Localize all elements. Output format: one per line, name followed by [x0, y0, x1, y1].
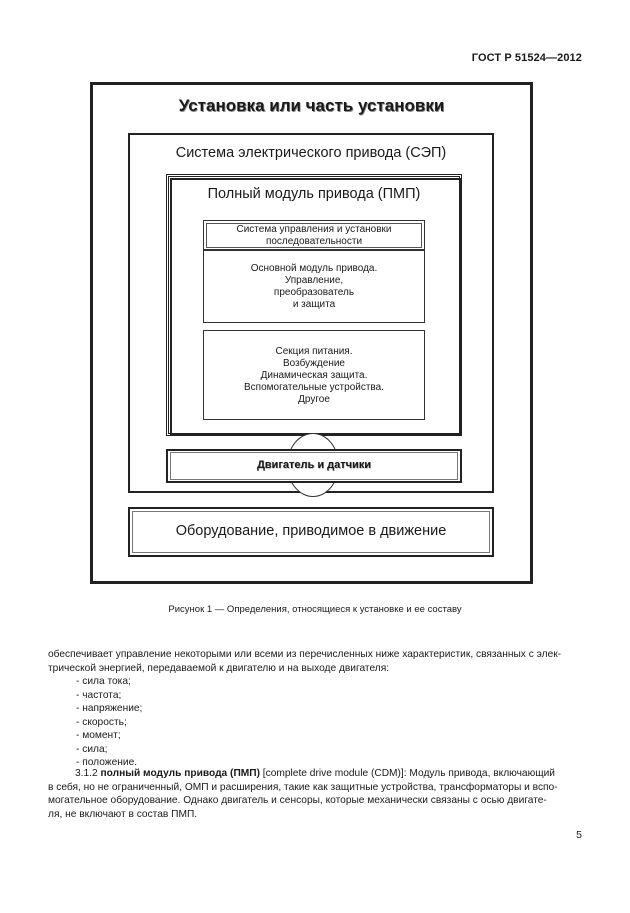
- list-item: - напряжение;: [76, 703, 143, 714]
- sep-title: Система электрического привода (СЭП): [175, 145, 447, 161]
- list-item: - сила;: [76, 743, 108, 755]
- list-item: - сила тока;: [76, 676, 131, 687]
- driven-equipment-label: Оборудование, приводимое в движение: [175, 523, 447, 539]
- defined-term: полный модуль привода (ПМП): [100, 768, 260, 779]
- page-number: 5: [576, 829, 582, 841]
- basic-drive-module-label: Основной модуль привода. Управление, преобразователь и защита: [250, 263, 378, 310]
- document-code: ГОСТ Р 51524—2012: [471, 52, 582, 64]
- list-item: - момент;: [76, 730, 121, 741]
- pmp-title: Полный модуль привода (ПМП): [207, 186, 421, 202]
- figure-caption: Рисунок 1 — Определения, относящиеся к установке и ее составу: [168, 604, 462, 615]
- list-item: - положение.: [76, 757, 138, 768]
- list-item: - частота;: [76, 689, 122, 701]
- installation-title: Установка или часть установки: [178, 96, 445, 115]
- power-section-label: Секция питания. Возбуждение Динамическая защита. Вспомогательные устройства. Другое: [244, 346, 384, 405]
- motor-sensors-label: Двигатель и датчики: [256, 459, 372, 471]
- control-system-label: Система управления и установки последовательности: [236, 224, 392, 247]
- clause-number: 3.1.2: [75, 768, 98, 779]
- characteristics-list: [76, 675, 142, 770]
- list-item: - скорость;: [76, 716, 127, 728]
- paragraph-3-1-2: 3.1.2 полный модуль привода (ПМП) [complete drive module (CDM)]: Модуль привода, включающий в себя, но не ограниченный, ОМП и расширения, такие как защитные устройства, трансформаторы и вспо- могательное оборудование. Однако двигатель и сенсоры, которые механически связаны с осью двигате- ля, не включают в состав ПМП.: [48, 768, 558, 820]
- paragraph-1: обеспечивает управление некоторыми или всеми из перечисленных ниже характеристик, связанных с элек- трической энергией, передаваемой к двигателю и на выходе двигателя:: [48, 649, 562, 674]
